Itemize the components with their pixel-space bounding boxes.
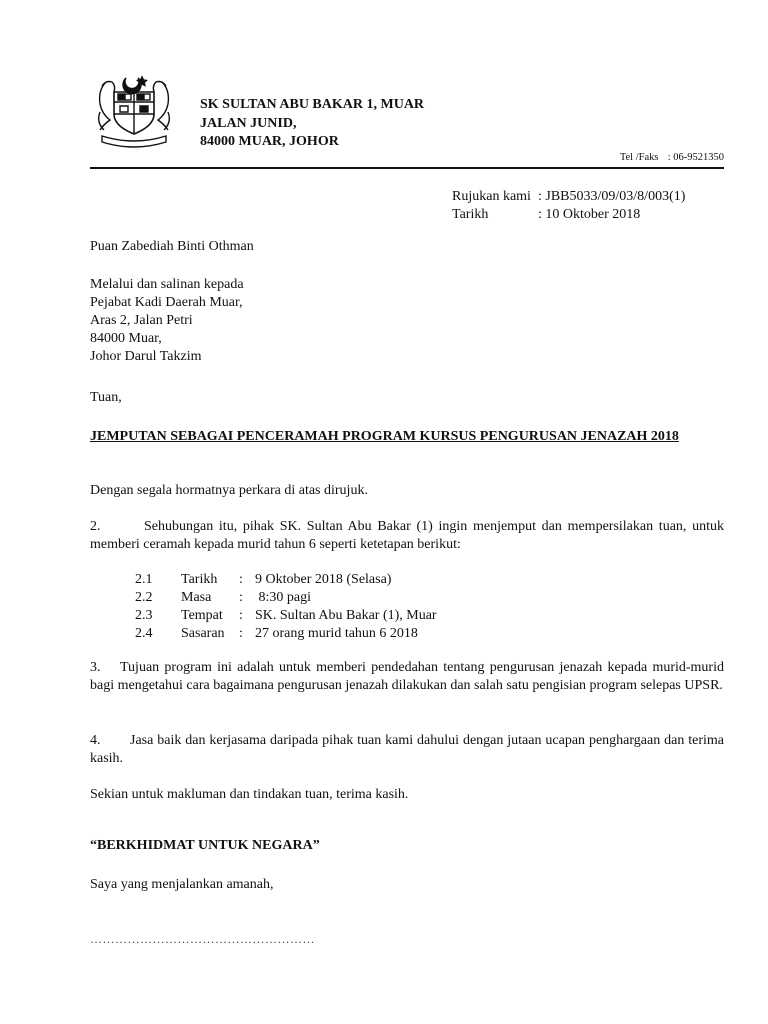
paragraph-4-number: 4. [90, 733, 101, 748]
coat-of-arms-icon [92, 72, 176, 148]
detail-label: Masa [181, 590, 212, 605]
closing-paragraph: Sekian untuk makluman dan tindakan tuan, terima kasih. [90, 787, 409, 802]
detail-label: Sasaran [181, 626, 225, 641]
details-list [135, 571, 437, 643]
intro-paragraph: Dengan segala hormatnya perkara di atas dirujuk. [90, 483, 368, 498]
subject-heading: JEMPUTAN SEBAGAI PENCERAMAH PROGRAM KURSUS PENGURUSAN JENAZAH 2018 [90, 429, 679, 444]
paragraph-2-text: Sehubungan itu, pihak SK. Sultan Abu Bakar (1) ingin menjemput dan mempersilakan tuan, untuk memberi ceramah kepada murid tahun 6 seperti ketetapan berikut: [90, 519, 724, 552]
header-divider [90, 167, 724, 169]
via-line2: Aras 2, Jalan Petri [90, 313, 193, 328]
letterhead [200, 96, 424, 152]
detail-colon: : [239, 626, 243, 641]
detail-number: 2.2 [135, 590, 153, 605]
detail-row [135, 589, 437, 607]
detail-row [135, 571, 437, 589]
detail-colon: : [239, 608, 243, 623]
via-address [90, 276, 244, 366]
paragraph-3-number: 3. [90, 660, 101, 675]
detail-label: Tarikh [181, 572, 218, 587]
telfaks [620, 152, 724, 163]
date-label: Tarikh [452, 207, 489, 222]
motto: “BERKHIDMAT UNTUK NEGARA” [90, 838, 320, 853]
ref-value: : JBB5033/09/03/8/003(1) [538, 189, 686, 204]
detail-label: Tempat [181, 608, 223, 623]
ref-label: Rujukan kami [452, 189, 531, 204]
school-name: SK SULTAN ABU BAKAR 1, MUAR [200, 97, 425, 112]
detail-colon: : [239, 590, 243, 605]
paragraph-3-text: Tujuan program ini adalah untuk memberi pendedahan tentang pengurusan jenazah kepada murid-murid bagi mengetahui cara bagaimana pengurusan jenazah dilakukan dan salah satu pengisian program selepas UPSR. [90, 660, 724, 693]
reference-block [452, 188, 685, 224]
paragraph-4 [90, 732, 724, 768]
telfaks-label: Tel /Faks [619, 152, 659, 163]
signature-line: ……………………………………………… [90, 932, 315, 946]
detail-number: 2.1 [135, 572, 153, 587]
via-line3: 84000 Muar, [90, 331, 162, 346]
paragraph-4-text: Jasa baik dan kerjasama daripada pihak tuan kami dahului dengan jutaan ucapan penghargaan dan terima kasih. [90, 733, 724, 766]
salutation: Tuan, [90, 390, 122, 405]
via-line4: Johor Darul Takzim [90, 349, 202, 364]
detail-colon: : [239, 572, 243, 587]
detail-value: 27 orang murid tahun 6 2018 [255, 626, 418, 641]
detail-number: 2.4 [135, 626, 153, 641]
sign-off: Saya yang menjalankan amanah, [90, 877, 274, 892]
date-value: : 10 Oktober 2018 [538, 207, 641, 222]
paragraph-2-number: 2. [90, 519, 101, 534]
detail-row [135, 625, 437, 643]
telfaks-value: : 06-9521350 [667, 152, 724, 163]
paragraph-3 [90, 659, 724, 695]
school-address-line2: 84000 MUAR, JOHOR [200, 134, 339, 149]
via-intro: Melalui dan salinan kepada [90, 277, 244, 292]
detail-number: 2.3 [135, 608, 153, 623]
school-address-line1: JALAN JUNID, [200, 115, 297, 131]
via-line1: Pejabat Kadi Daerah Muar, [90, 295, 243, 310]
recipient-name: Puan Zabediah Binti Othman [90, 239, 254, 254]
detail-value: 8:30 pagi [255, 590, 311, 605]
paragraph-2 [90, 518, 724, 554]
detail-row [135, 607, 437, 625]
detail-value: SK. Sultan Abu Bakar (1), Muar [255, 608, 437, 623]
detail-value: 9 Oktober 2018 (Selasa) [255, 572, 392, 587]
